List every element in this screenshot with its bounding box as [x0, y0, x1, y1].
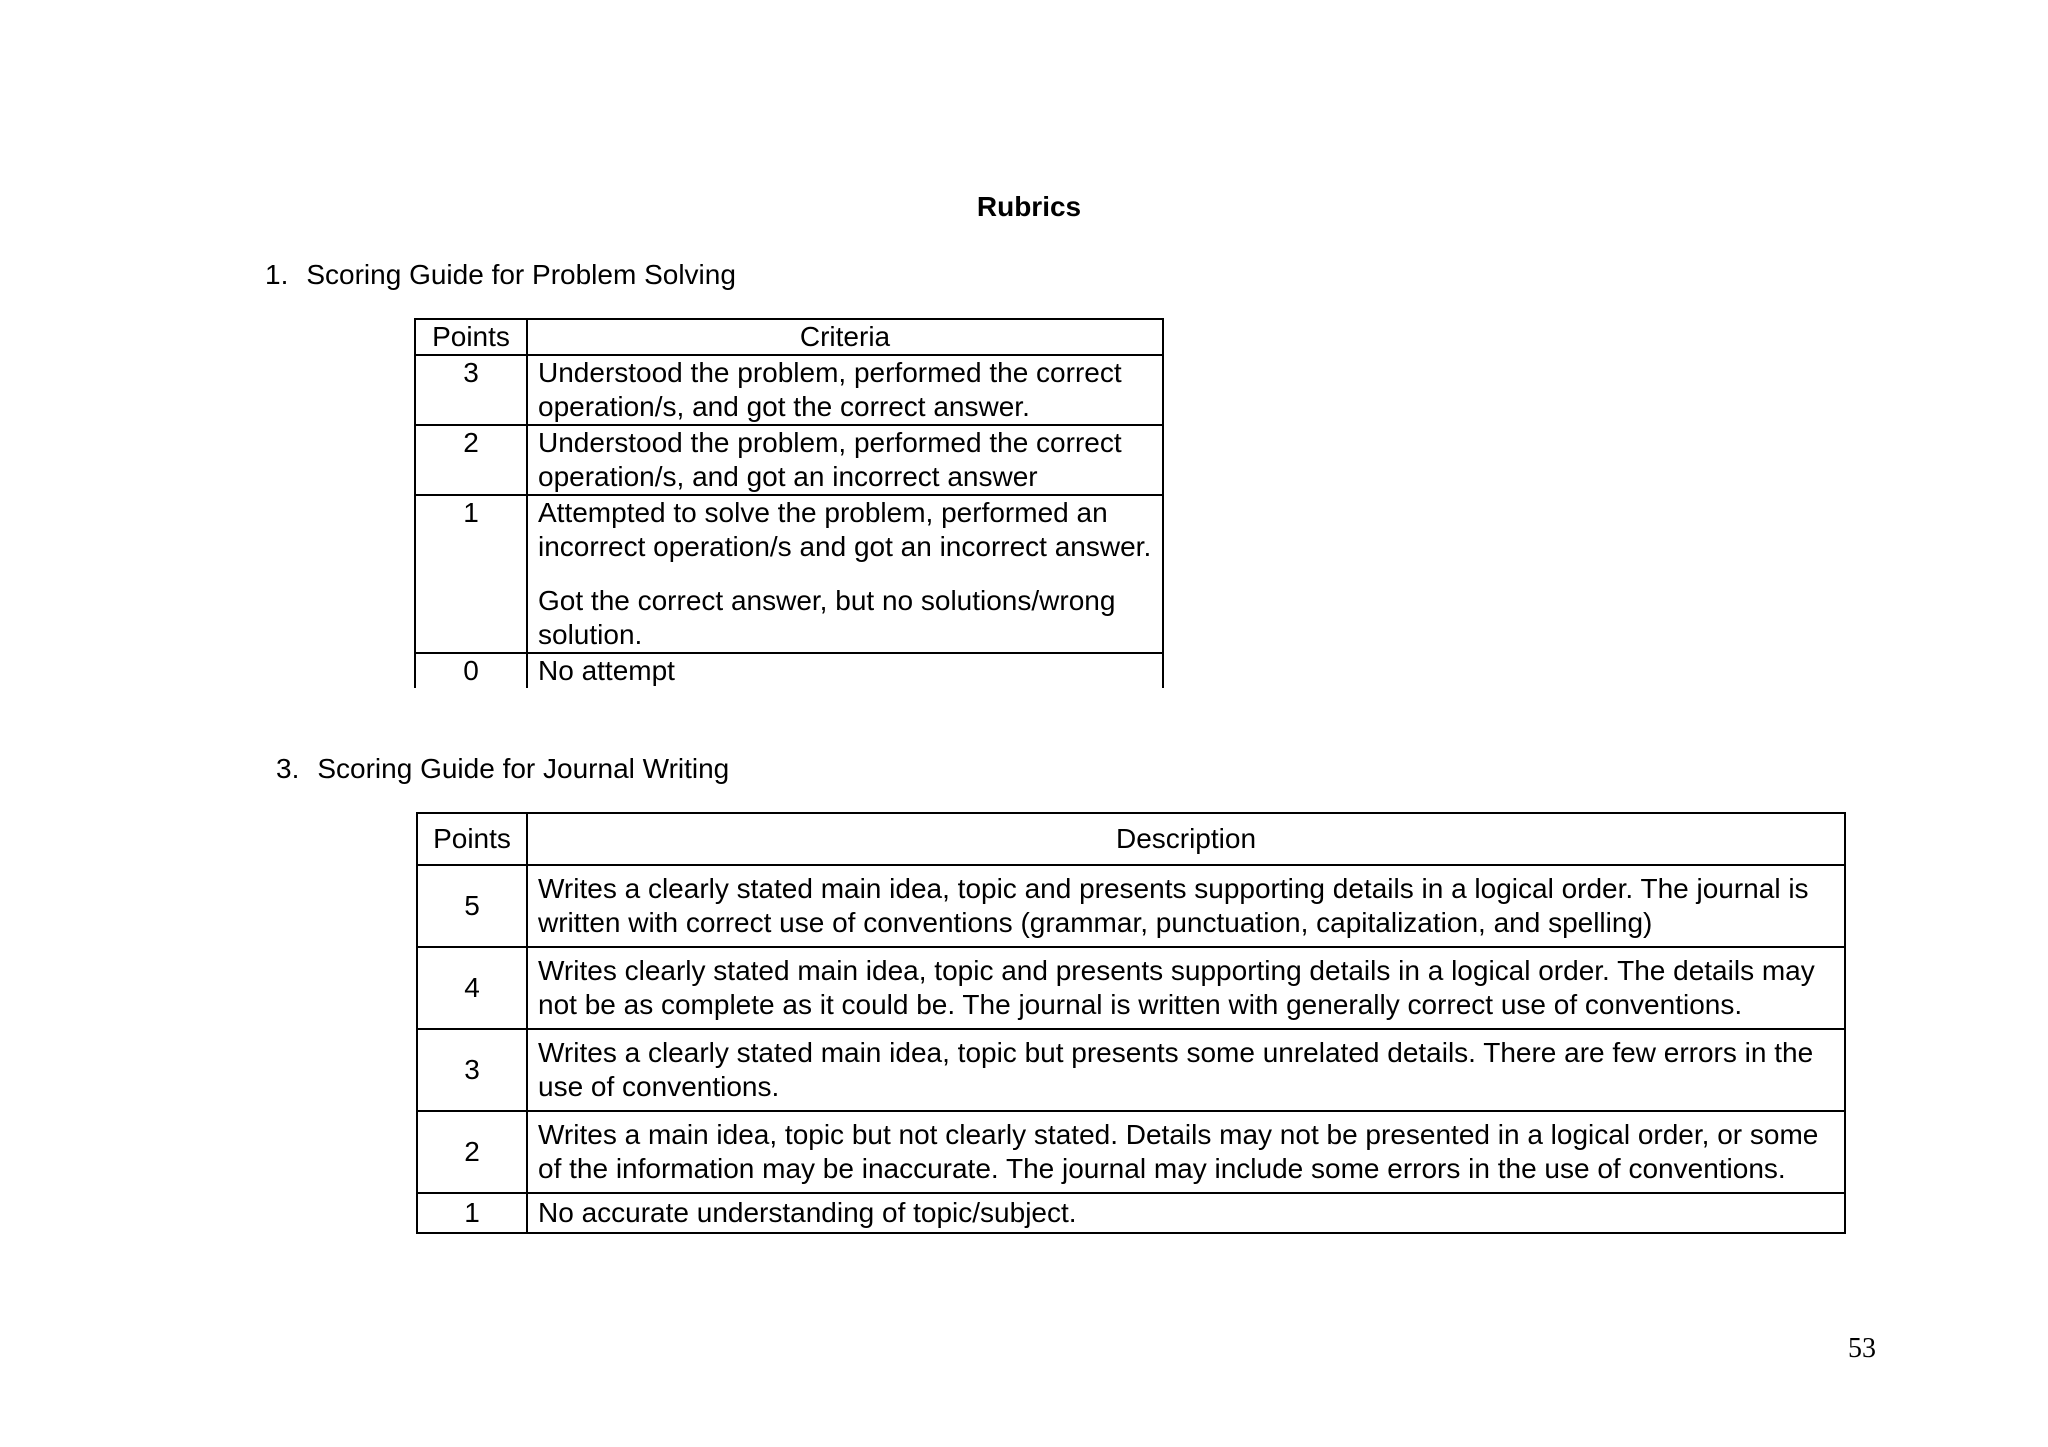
table-row: [417, 865, 1845, 947]
section-title: Scoring Guide for Problem Solving: [306, 259, 736, 290]
table-row: [417, 1111, 1845, 1193]
points-cell: 2: [415, 425, 527, 495]
table-row: [417, 1029, 1845, 1111]
points-cell: 5: [417, 865, 527, 947]
criteria-cell: Understood the problem, performed the correct operation/s, and got the correct answer.: [527, 355, 1163, 425]
table-row: [415, 355, 1163, 425]
section-number: 1.: [265, 259, 289, 290]
table-row: [417, 1193, 1845, 1233]
description-cell: Writes clearly stated main idea, topic and presents supporting details in a logical order. The details may not be as complete as it could be. The journal is written with generally correct use of conventions.: [527, 947, 1845, 1029]
problem-solving-rubric-table: [414, 318, 1164, 688]
table-row: [417, 947, 1845, 1029]
criteria-cell: [527, 495, 1163, 653]
criteria-text: Attempted to solve the problem, performed an incorrect operation/s and got an incorrect answer.: [538, 497, 1152, 562]
criteria-cell: Understood the problem, performed the correct operation/s, and got an incorrect answer: [527, 425, 1163, 495]
description-cell: Writes a clearly stated main idea, topic and presents supporting details in a logical order. The journal is written with correct use of conventions (grammar, punctuation, capitalization, and spelling): [527, 865, 1845, 947]
table-header-row: [415, 319, 1163, 355]
points-cell: 3: [415, 355, 527, 425]
points-cell: 1: [417, 1193, 527, 1233]
description-cell: Writes a main idea, topic but not clearly stated. Details may not be presented in a logical order, or some of the information may be inaccurate. The journal may include some errors in the use of conventions.: [527, 1111, 1845, 1193]
section-heading-journal-writing: [276, 752, 729, 786]
points-cell: 3: [417, 1029, 527, 1111]
description-cell: Writes a clearly stated main idea, topic but presents some unrelated details. There are few errors in the use of conventions.: [527, 1029, 1845, 1111]
section-title: Scoring Guide for Journal Writing: [317, 753, 730, 784]
page-number: 53: [1848, 1333, 1876, 1364]
points-cell: 0: [415, 653, 527, 688]
column-header-criteria: Criteria: [527, 319, 1163, 355]
table-row: [415, 653, 1163, 688]
criteria-cell: No attempt: [527, 653, 1163, 688]
section-heading-problem-solving: [265, 258, 736, 292]
column-header-points: Points: [415, 319, 527, 355]
column-header-points: Points: [417, 813, 527, 865]
points-cell: 4: [417, 947, 527, 1029]
section-number: 3.: [276, 753, 300, 784]
points-cell: 2: [417, 1111, 527, 1193]
description-cell: No accurate understanding of topic/subject.: [527, 1193, 1845, 1233]
table-row: [415, 425, 1163, 495]
page-title: Rubrics: [976, 191, 1082, 222]
journal-writing-rubric-table: [416, 812, 1846, 1234]
criteria-extra-text: Got the correct answer, but no solutions/wrong solution.: [538, 585, 1116, 650]
points-cell: 1: [415, 495, 527, 653]
table-header-row: [417, 813, 1845, 865]
column-header-description: Description: [527, 813, 1845, 865]
table-row: [415, 495, 1163, 653]
